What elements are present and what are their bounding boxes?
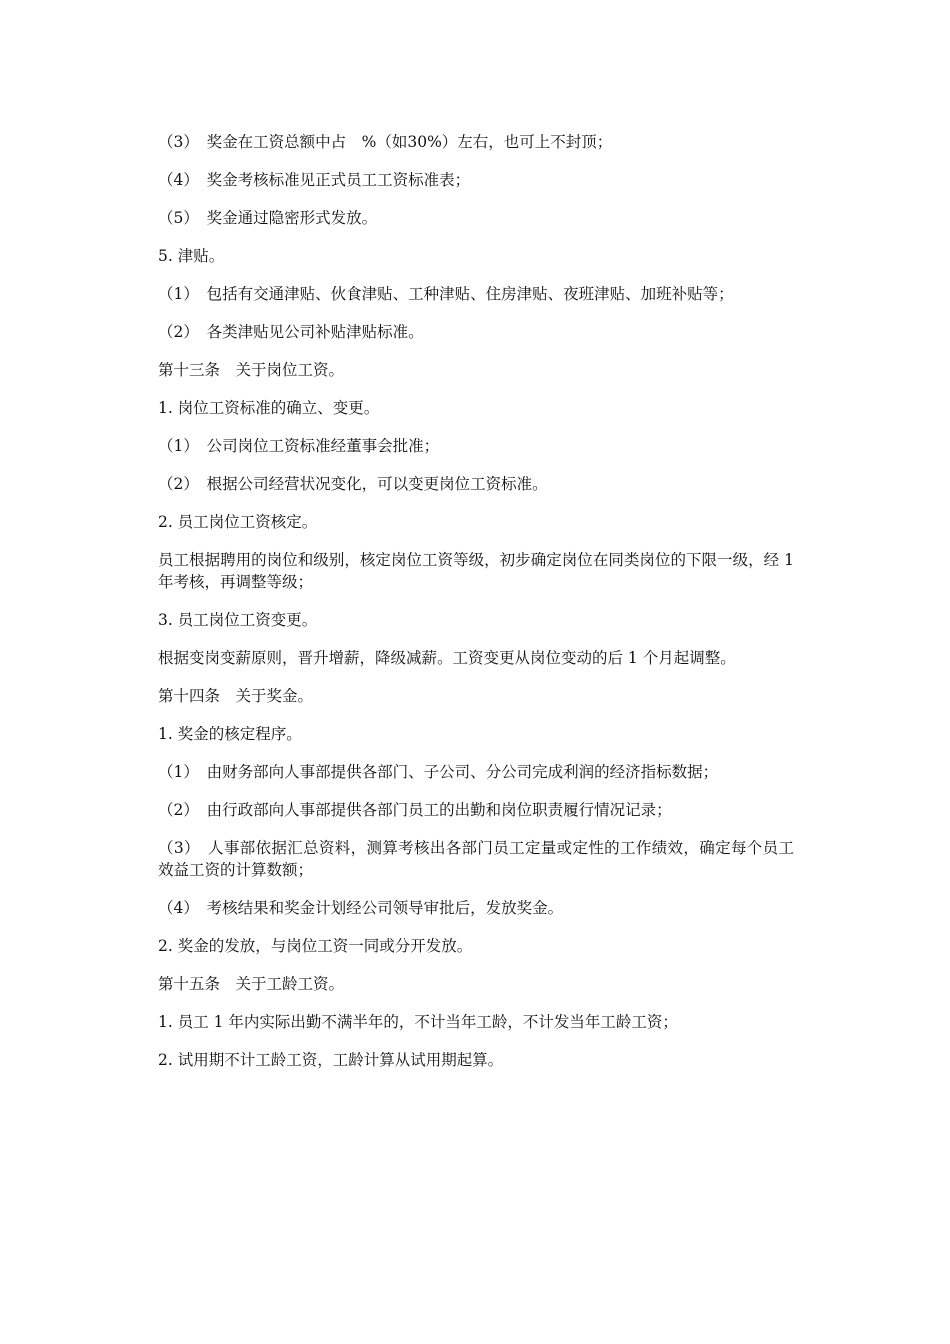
paragraph: （4） 考核结果和奖金计划经公司领导审批后，发放奖金。 [158,899,564,917]
paragraph: （2） 各类津贴见公司补贴津贴标准。 [158,323,424,341]
section-heading: 1. 奖金的核定程序。 [158,725,302,743]
paragraph: 2. 奖金的发放，与岗位工资一同或分开发放。 [158,937,473,955]
paragraph: （2） 由行政部向人事部提供各部门员工的出勤和岗位职责履行情况记录； [158,801,672,819]
paragraph: （3） 人事部依据汇总资料，测算考核出各部门员工定量或定性的工作绩效，确定每个员工效益工资的计算数额； [158,839,794,879]
paragraph: 根据变岗变薪原则，晋升增薪，降级减薪。工资变更从岗位变动的后 1 个月起调整。 [158,649,736,667]
paragraph: 1. 员工 1 年内实际出勤不满半年的，不计当年工龄，不计发当年工龄工资； [158,1013,678,1031]
article-heading: 第十三条 关于岗位工资。 [158,361,345,379]
article-heading: 第十五条 关于工龄工资。 [158,975,345,993]
document-body [158,131,799,1087]
paragraph: 员工根据聘用的岗位和级别，核定岗位工资等级，初步确定岗位在同类岗位的下限一级，经 1 年考核，再调整等级； [158,551,799,591]
paragraph: （1） 由财务部向人事部提供各部门、子公司、分公司完成利润的经济指标数据； [158,763,719,781]
article-heading: 第十四条 关于奖金。 [158,687,314,705]
paragraph: （2） 根据公司经营状况变化，可以变更岗位工资标准。 [158,475,548,493]
paragraph: 2. 试用期不计工龄工资，工龄计算从试用期起算。 [158,1051,504,1069]
paragraph: （3） 奖金在工资总额中占 %（如30%）左右，也可上不封顶； [158,133,613,151]
paragraph: （4） 奖金考核标准见正式员工工资标准表； [158,171,471,189]
paragraph: （5） 奖金通过隐密形式发放。 [158,209,378,227]
paragraph: （1） 公司岗位工资标准经董事会批准； [158,437,440,455]
section-heading: 1. 岗位工资标准的确立、变更。 [158,399,380,417]
paragraph: （1） 包括有交通津贴、伙食津贴、工种津贴、住房津贴、夜班津贴、加班补贴等； [158,285,734,303]
section-heading: 3. 员工岗位工资变更。 [158,611,318,629]
section-heading: 5. 津贴。 [158,247,225,265]
section-heading: 2. 员工岗位工资核定。 [158,513,318,531]
